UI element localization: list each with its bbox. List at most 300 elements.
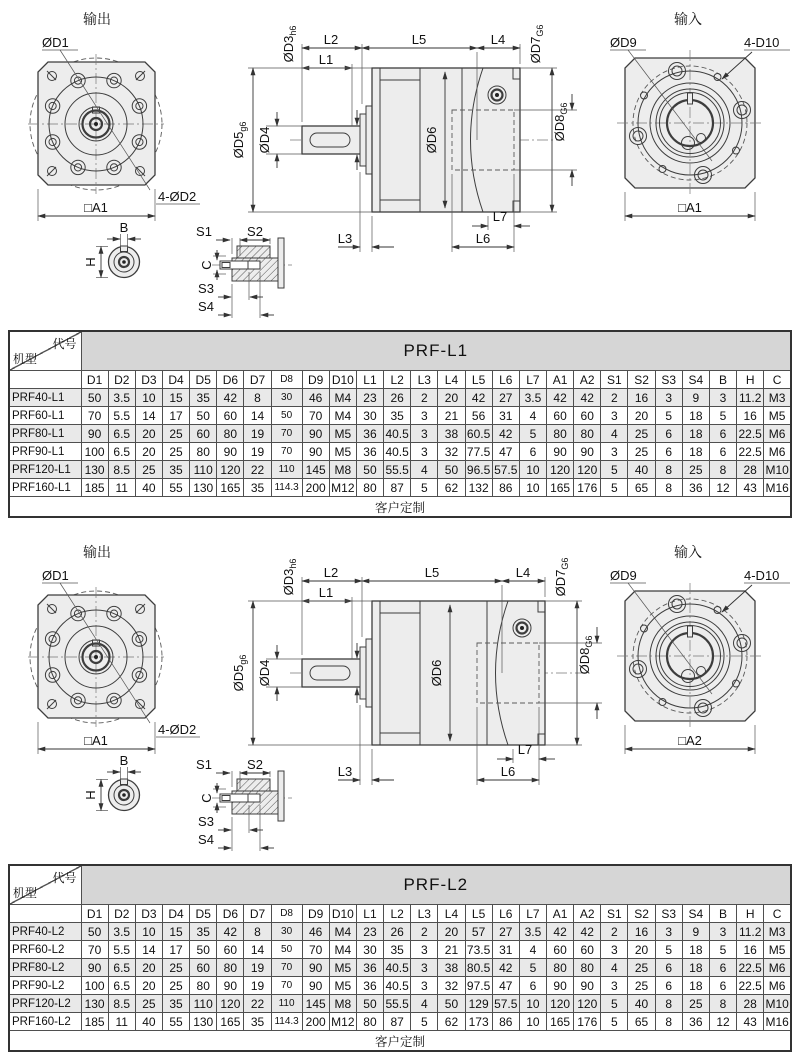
value-cell: 3.5 — [108, 923, 135, 941]
table-row-prf60-l2 — [9, 941, 791, 959]
value-cell: 90 — [302, 425, 329, 443]
value-cell: 47 — [492, 443, 519, 461]
col-header-l5: L5 — [465, 905, 492, 923]
coupling-section-drawing — [196, 224, 292, 318]
value-cell: 6 — [655, 425, 682, 443]
value-cell: 120 — [547, 461, 574, 479]
spec-table-prf-l2 — [8, 864, 792, 1052]
value-cell: 3 — [601, 941, 628, 959]
value-cell: 50 — [81, 389, 108, 407]
value-cell: M5 — [764, 407, 791, 425]
output-title: 输出 — [83, 544, 111, 560]
value-cell: 50 — [356, 461, 383, 479]
value-cell: 42 — [465, 389, 492, 407]
table-row-prf40-l2 — [9, 923, 791, 941]
corner-label-bottom: 机型 — [13, 886, 38, 900]
value-cell: 176 — [574, 1013, 601, 1031]
value-cell: 130 — [190, 1013, 217, 1031]
value-cell: M10 — [764, 461, 791, 479]
col-header-d1: D1 — [81, 905, 108, 923]
value-cell: 31 — [492, 407, 519, 425]
value-cell: 110 — [271, 995, 302, 1013]
col-header-a2: A2 — [574, 371, 601, 389]
value-cell: 70 — [271, 959, 302, 977]
value-cell: 3 — [601, 443, 628, 461]
output-title: 输出 — [83, 11, 111, 27]
dim-label-s3: S3 — [198, 814, 214, 829]
shaft-section-drawing — [83, 753, 141, 811]
value-cell: 30 — [356, 407, 383, 425]
value-cell: 28 — [737, 461, 764, 479]
value-cell: 8 — [655, 479, 682, 497]
side-view-drawing — [231, 558, 602, 785]
value-cell: 23 — [356, 923, 383, 941]
value-cell: 22.5 — [738, 978, 762, 993]
value-cell: 55 — [162, 1013, 189, 1031]
col-header-a1: A1 — [547, 371, 574, 389]
value-cell: 32 — [438, 443, 465, 461]
dim-label-d6: ØD6 — [424, 126, 439, 154]
dim-label-s2: S2 — [247, 757, 263, 772]
value-cell: 6 — [709, 425, 736, 443]
model-cell: PRF60-L2 — [9, 941, 81, 959]
value-cell: 110 — [190, 461, 217, 479]
value-cell: 90 — [217, 977, 244, 995]
col-header-s3: S3 — [655, 905, 682, 923]
value-cell: 16 — [737, 941, 764, 959]
value-cell: 50 — [438, 995, 465, 1013]
value-cell: 30 — [356, 941, 383, 959]
value-cell: 19 — [244, 425, 271, 443]
value-cell: 8 — [709, 995, 736, 1013]
table-row-prf160-l1 — [9, 479, 791, 497]
value-cell: 145 — [302, 461, 329, 479]
value-cell: 27 — [492, 389, 519, 407]
model-cell: PRF90-L1 — [9, 443, 81, 461]
value-cell: 62 — [438, 479, 465, 497]
value-cell: 90 — [302, 977, 329, 995]
value-cell: 200 — [302, 479, 329, 497]
value-cell: 8 — [709, 461, 736, 479]
value-cell: 70 — [271, 977, 302, 995]
value-cell: M6 — [764, 977, 791, 995]
value-cell: 8.5 — [108, 461, 135, 479]
value-cell: 14 — [135, 941, 162, 959]
value-cell: 70 — [271, 443, 302, 461]
value-cell: 60 — [574, 407, 601, 425]
col-header-d6: D6 — [217, 905, 244, 923]
value-cell: M12 — [331, 480, 355, 495]
value-cell: 50 — [190, 941, 217, 959]
value-cell: 11.2 — [737, 923, 764, 941]
dim-label-d7: $ØD7_{G6}$ — [553, 557, 570, 597]
value-cell: 114.3 — [271, 1013, 302, 1031]
dim-label-d4: ØD4 — [257, 126, 272, 154]
dim-label-s1: S1 — [196, 757, 212, 772]
model-cell: PRF120-L1 — [9, 461, 81, 479]
value-cell: 10 — [519, 1013, 546, 1031]
value-cell: 42 — [547, 389, 574, 407]
value-cell: 90 — [217, 443, 244, 461]
value-cell: 43 — [737, 1013, 764, 1031]
value-cell: M4 — [329, 923, 356, 941]
value-cell: 5 — [519, 959, 546, 977]
value-cell: 80 — [574, 425, 601, 443]
value-cell: 40 — [628, 461, 655, 479]
value-cell: 80 — [356, 1013, 383, 1031]
value-cell: 5 — [709, 941, 736, 959]
value-cell: 8 — [244, 389, 271, 407]
value-cell: 38 — [438, 959, 465, 977]
value-cell: 35 — [162, 995, 189, 1013]
value-cell: 8 — [655, 995, 682, 1013]
col-header-d7: D7 — [244, 905, 271, 923]
value-cell: M16 — [764, 1013, 791, 1031]
value-cell: M6 — [764, 443, 791, 461]
value-cell: 18 — [682, 407, 709, 425]
dim-label-l4: L4 — [515, 565, 531, 580]
value-cell: 40.5 — [385, 978, 409, 993]
value-cell: 14 — [135, 407, 162, 425]
value-cell: 3.5 — [519, 389, 546, 407]
value-cell: M10 — [764, 995, 791, 1013]
col-header-d3: D3 — [135, 371, 162, 389]
dim-label-d7: $ØD7_{G6}$ — [528, 24, 545, 64]
col-header-d4: D4 — [162, 371, 189, 389]
value-cell: 8 — [655, 461, 682, 479]
corner-label-top: 代号 — [52, 871, 77, 885]
value-cell: 25 — [162, 977, 189, 995]
value-cell: 73.5 — [466, 942, 491, 957]
value-cell: 42 — [574, 389, 601, 407]
value-cell: 165 — [217, 479, 244, 497]
value-cell: 10 — [519, 479, 546, 497]
value-cell: 6.5 — [108, 959, 135, 977]
table-row-prf120-l1 — [9, 461, 791, 479]
dim-label-l1: L1 — [318, 52, 334, 67]
value-cell: 12 — [709, 479, 736, 497]
value-cell: 10 — [135, 389, 162, 407]
col-header-l7: L7 — [519, 905, 546, 923]
value-cell: 50 — [271, 941, 302, 959]
value-cell: 80 — [190, 443, 217, 461]
value-cell: 21 — [438, 407, 465, 425]
dim-label-l4: L4 — [490, 32, 506, 47]
value-cell: 90 — [302, 959, 329, 977]
value-cell: 35 — [384, 407, 411, 425]
dim-label-l5: L5 — [411, 32, 427, 47]
value-cell: M4 — [329, 389, 356, 407]
table-row-prf80-l2 — [9, 959, 791, 977]
dim-label-4-d2: 4-ØD2 — [158, 189, 197, 204]
model-cell: PRF60-L1 — [9, 407, 81, 425]
value-cell: 10 — [519, 461, 546, 479]
value-cell: 19 — [244, 443, 271, 461]
model-cell: PRF160-L1 — [9, 479, 81, 497]
table-row-prf90-l1 — [9, 443, 791, 461]
value-cell: 120 — [217, 995, 244, 1013]
value-cell: 2 — [411, 923, 438, 941]
value-cell: 20 — [628, 941, 655, 959]
value-cell: 35 — [190, 923, 217, 941]
value-cell: 132 — [465, 479, 492, 497]
col-header-a1: A1 — [547, 905, 574, 923]
dim-label-h: H — [83, 257, 98, 267]
value-cell: 4 — [601, 959, 628, 977]
value-cell: 80 — [217, 425, 244, 443]
dim-label-a1: □A1 — [84, 733, 108, 748]
shaft-section-drawing — [83, 220, 141, 278]
value-cell: 80 — [574, 959, 601, 977]
dim-label-l7: L7 — [517, 742, 533, 757]
value-cell: 18 — [682, 959, 709, 977]
value-cell: 80.5 — [466, 960, 491, 975]
col-header-h: H — [737, 371, 764, 389]
value-cell: 22.5 — [738, 426, 762, 441]
value-cell: 25 — [162, 959, 189, 977]
dim-label-d5: $ØD5_{g6}$ — [231, 121, 248, 159]
corner-header-cell — [9, 865, 81, 905]
col-header-s2: S2 — [628, 371, 655, 389]
col-header-s3: S3 — [655, 371, 682, 389]
dim-label-s3: S3 — [198, 281, 214, 296]
value-cell: M12 — [331, 1014, 355, 1029]
side-view-drawing — [231, 25, 577, 252]
dim-label-d6: ØD6 — [429, 659, 444, 687]
dim-label-d9: ØD9 — [610, 568, 637, 583]
value-cell: 173 — [465, 1013, 492, 1031]
value-cell: 5 — [519, 425, 546, 443]
value-cell: 18 — [682, 941, 709, 959]
col-header-d4: D4 — [162, 905, 189, 923]
value-cell: 55.5 — [385, 996, 409, 1011]
value-cell: 35 — [190, 389, 217, 407]
col-header-l2: L2 — [384, 905, 411, 923]
col-header-l3: L3 — [411, 905, 438, 923]
value-cell: 6 — [655, 977, 682, 995]
col-header-s1: S1 — [601, 371, 628, 389]
value-cell: 15 — [162, 923, 189, 941]
col-header-l4: L4 — [438, 905, 465, 923]
col-header-d10: D10 — [329, 371, 356, 389]
value-cell: 47 — [492, 977, 519, 995]
value-cell: 70 — [81, 941, 108, 959]
col-header-l7: L7 — [519, 371, 546, 389]
col-header-d9: D9 — [302, 905, 329, 923]
value-cell: 19 — [244, 959, 271, 977]
value-cell: 60 — [574, 941, 601, 959]
value-cell: 40 — [135, 479, 162, 497]
value-cell: 17 — [162, 407, 189, 425]
value-cell: 90 — [574, 443, 601, 461]
value-cell: 60 — [217, 941, 244, 959]
col-header-d1: D1 — [81, 371, 108, 389]
col-header-l2: L2 — [384, 371, 411, 389]
table-title: PRF-L2 — [81, 865, 791, 905]
value-cell: 16 — [737, 407, 764, 425]
dim-label-l3: L3 — [337, 764, 353, 779]
value-cell: 22.5 — [738, 444, 762, 459]
value-cell: 10 — [135, 923, 162, 941]
value-cell: M8 — [329, 461, 356, 479]
dim-label-input-a2: □A2 — [678, 733, 702, 748]
value-cell: 35 — [162, 461, 189, 479]
value-cell: 25 — [628, 425, 655, 443]
value-cell: 25 — [628, 443, 655, 461]
value-cell: 80 — [217, 959, 244, 977]
value-cell: 38 — [438, 425, 465, 443]
value-cell: 20 — [438, 923, 465, 941]
col-header-a2: A2 — [574, 905, 601, 923]
value-cell: 25 — [162, 425, 189, 443]
value-cell: 110 — [190, 995, 217, 1013]
value-cell: 30 — [271, 923, 302, 941]
value-cell: 6 — [709, 959, 736, 977]
value-cell: 8 — [244, 923, 271, 941]
value-cell: 20 — [438, 389, 465, 407]
value-cell: 26 — [384, 389, 411, 407]
value-cell: 114.3 — [271, 479, 302, 497]
value-cell: 3 — [709, 389, 736, 407]
corner-label-top: 代号 — [52, 337, 77, 351]
value-cell: 62 — [438, 1013, 465, 1031]
dim-label-b: B — [119, 220, 129, 235]
value-cell: 110 — [271, 461, 302, 479]
table-title: PRF-L1 — [81, 331, 791, 371]
value-cell: 90 — [81, 959, 108, 977]
value-cell: 97.5 — [466, 978, 491, 993]
value-cell: 90 — [547, 443, 574, 461]
value-cell: 60 — [547, 941, 574, 959]
value-cell: 5 — [655, 941, 682, 959]
value-cell: 20 — [628, 407, 655, 425]
dim-label-l7: L7 — [492, 209, 508, 224]
dim-label-s4: S4 — [198, 832, 214, 847]
value-cell: 46 — [302, 923, 329, 941]
value-cell: 8 — [655, 1013, 682, 1031]
table-row-prf160-l2 — [9, 1013, 791, 1031]
table-row-prf90-l2 — [9, 977, 791, 995]
value-cell: 3 — [601, 407, 628, 425]
value-cell: 31 — [492, 941, 519, 959]
value-cell: 3.5 — [519, 923, 546, 941]
dim-label-4-d10: 4-D10 — [744, 35, 780, 50]
value-cell: 6.5 — [108, 977, 135, 995]
col-header-b: B — [709, 905, 736, 923]
value-cell: 5.5 — [108, 407, 135, 425]
dim-label-d8: $ØD8_{G6}$ — [577, 635, 594, 675]
table-row-prf120-l2 — [9, 995, 791, 1013]
coupling-section-drawing — [196, 757, 292, 851]
value-cell: 60 — [190, 425, 217, 443]
value-cell: 4 — [519, 941, 546, 959]
dim-label-d8: $ØD8_{G6}$ — [552, 102, 569, 142]
value-cell: 2 — [411, 389, 438, 407]
col-header-l3: L3 — [411, 371, 438, 389]
col-header-s1: S1 — [601, 905, 628, 923]
value-cell: 9 — [682, 389, 709, 407]
value-cell: 36 — [682, 479, 709, 497]
value-cell: 40.5 — [385, 444, 409, 459]
value-cell: 5 — [655, 407, 682, 425]
value-cell: 145 — [302, 995, 329, 1013]
value-cell: 42 — [547, 923, 574, 941]
value-cell: 5 — [411, 1013, 438, 1031]
dim-label-input-a1: □A1 — [678, 200, 702, 215]
value-cell: 22 — [244, 995, 271, 1013]
value-cell: 100 — [81, 977, 108, 995]
dim-label-b: B — [119, 753, 129, 768]
blank-header-cell — [9, 905, 81, 923]
value-cell: 5 — [601, 479, 628, 497]
value-cell: 3.5 — [108, 389, 135, 407]
value-cell: 6 — [519, 977, 546, 995]
col-header-d2: D2 — [108, 905, 135, 923]
value-cell: 5.5 — [108, 941, 135, 959]
value-cell: 12 — [709, 1013, 736, 1031]
dim-label-d9: ØD9 — [610, 35, 637, 50]
value-cell: 80 — [547, 425, 574, 443]
value-cell: M8 — [329, 995, 356, 1013]
value-cell: 6 — [655, 959, 682, 977]
value-cell: 50 — [81, 923, 108, 941]
value-cell: 165 — [217, 1013, 244, 1031]
value-cell: 23 — [356, 389, 383, 407]
value-cell: M5 — [329, 959, 356, 977]
dim-label-d1: ØD1 — [42, 568, 69, 583]
value-cell: 2 — [601, 389, 628, 407]
col-header-d6: D6 — [217, 371, 244, 389]
value-cell: 14 — [244, 941, 271, 959]
value-cell: 40 — [628, 995, 655, 1013]
value-cell: 87 — [384, 479, 411, 497]
value-cell: 50 — [190, 407, 217, 425]
dim-label-h: H — [83, 790, 98, 800]
value-cell: M3 — [764, 923, 791, 941]
value-cell: 65 — [628, 479, 655, 497]
input-view-drawing — [610, 544, 790, 754]
value-cell: 90 — [574, 977, 601, 995]
dim-label-s1: S1 — [196, 224, 212, 239]
value-cell: 57 — [465, 923, 492, 941]
col-header-d5: D5 — [190, 905, 217, 923]
value-cell: 42 — [492, 425, 519, 443]
dim-label-l3: L3 — [337, 231, 353, 246]
value-cell: 17 — [162, 941, 189, 959]
value-cell: 77.5 — [466, 444, 491, 459]
value-cell: 57.5 — [494, 462, 518, 477]
dim-label-c: C — [199, 260, 214, 270]
col-header-l1: L1 — [356, 905, 383, 923]
dim-label-a1: □A1 — [84, 200, 108, 215]
dim-label-d3: $ØD3_{h6}$ — [281, 558, 298, 596]
value-cell: 19 — [244, 977, 271, 995]
value-cell: 25 — [628, 977, 655, 995]
custom-order-footer: 客户定制 — [9, 497, 791, 518]
value-cell: 16 — [628, 923, 655, 941]
input-view-drawing — [610, 11, 790, 221]
value-cell: 46 — [302, 389, 329, 407]
value-cell: 120 — [574, 995, 601, 1013]
value-cell: 4 — [601, 425, 628, 443]
value-cell: 6 — [709, 977, 736, 995]
value-cell: 70 — [302, 407, 329, 425]
dim-label-d4: ØD4 — [257, 659, 272, 687]
value-cell: 2 — [601, 923, 628, 941]
dim-label-s4: S4 — [198, 299, 214, 314]
dim-label-l6: L6 — [475, 231, 491, 246]
dim-label-l2: L2 — [323, 565, 339, 580]
